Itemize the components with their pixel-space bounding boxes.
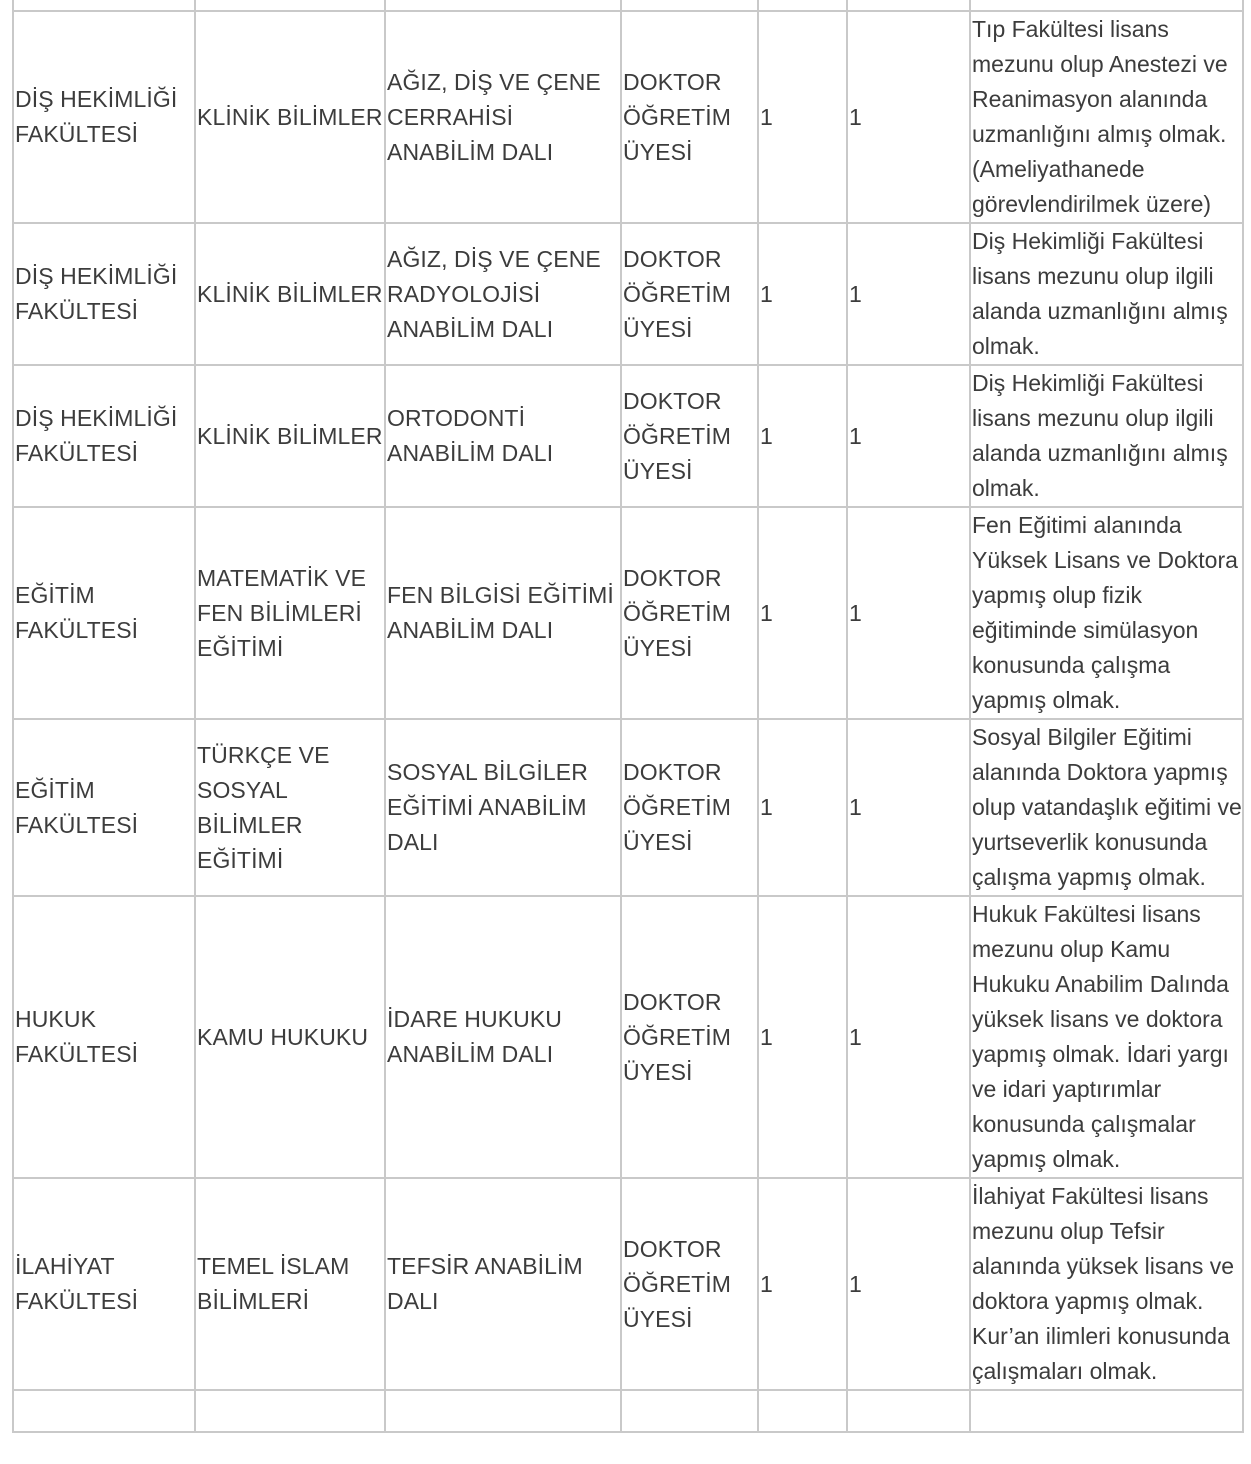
title-cell: DOKTOR ÖĞRETİM ÜYESİ bbox=[621, 1178, 758, 1390]
table-row bbox=[13, 1178, 1243, 1390]
faculty-cell: DİŞ HEKİMLİĞİ FAKÜLTESİ bbox=[13, 365, 195, 507]
title-cell: DOKTOR ÖĞRETİM ÜYESİ bbox=[621, 11, 758, 223]
table-row bbox=[13, 507, 1243, 719]
title-cell: DOKTOR ÖĞRETİM ÜYESİ bbox=[621, 223, 758, 365]
department-cell: SOSYAL BİLGİLER EĞİTİMİ ANABİLİM DALI bbox=[385, 719, 621, 896]
title-cell: DOKTOR ÖĞRETİM ÜYESİ bbox=[621, 365, 758, 507]
title-cell: DOKTOR ÖĞRETİM ÜYESİ bbox=[621, 719, 758, 896]
department-cell: TEFSİR ANABİLİM DALI bbox=[385, 1178, 621, 1390]
requirement-cell: Hukuk Fakültesi lisans mezunu olup Kamu Hukuku Anabilim Dalında yüksek lisans ve doktora yapmış olmak. İdari yargı ve idari yaptırımlar konusunda çalışmalar yapmış olmak. bbox=[970, 896, 1243, 1178]
title-cell: DOKTOR ÖĞRETİM ÜYESİ bbox=[621, 507, 758, 719]
count-cell: 1 bbox=[847, 719, 970, 896]
requirement-cell: Diş Hekimliği Fakültesi lisans mezunu olup ilgili alanda uzmanlığını almış olmak. bbox=[970, 223, 1243, 365]
table-row-partial-bottom bbox=[13, 1390, 1243, 1432]
division-cell: TEMEL İSLAM BİLİMLERİ bbox=[195, 1178, 385, 1390]
count-cell: 1 bbox=[847, 1178, 970, 1390]
degree-cell: 1 bbox=[758, 896, 847, 1178]
count-cell: 1 bbox=[847, 507, 970, 719]
table-row-partial-top bbox=[13, 0, 1243, 11]
degree-cell: 1 bbox=[758, 507, 847, 719]
department-cell: AĞIZ, DİŞ VE ÇENE CERRAHİSİ ANABİLİM DALI bbox=[385, 11, 621, 223]
division-cell: KLİNİK BİLİMLER bbox=[195, 365, 385, 507]
division-cell: KLİNİK BİLİMLER bbox=[195, 11, 385, 223]
table-row bbox=[13, 365, 1243, 507]
table-row bbox=[13, 896, 1243, 1178]
faculty-cell: DİŞ HEKİMLİĞİ FAKÜLTESİ bbox=[13, 223, 195, 365]
degree-cell: 1 bbox=[758, 223, 847, 365]
division-cell: KAMU HUKUKU bbox=[195, 896, 385, 1178]
division-cell: TÜRKÇE VE SOSYAL BİLİMLER EĞİTİMİ bbox=[195, 719, 385, 896]
requirement-cell: Fen Eğitimi alanında Yüksek Lisans ve Doktora yapmış olup fizik eğitiminde simülasyon konusunda çalışma yapmış olmak. bbox=[970, 507, 1243, 719]
requirement-cell: Diş Hekimliği Fakültesi lisans mezunu olup ilgili alanda uzmanlığını almış olmak. bbox=[970, 365, 1243, 507]
count-cell: 1 bbox=[847, 223, 970, 365]
table-row bbox=[13, 11, 1243, 223]
positions-table bbox=[12, 0, 1244, 1433]
division-cell: KLİNİK BİLİMLER bbox=[195, 223, 385, 365]
requirement-cell: Tıp Fakültesi lisans mezunu olup Anestezi ve Reanimasyon alanında uzmanlığını almış olmak. (Ameliyathanede görevlendirilmek üzere) bbox=[970, 11, 1243, 223]
count-cell: 1 bbox=[847, 365, 970, 507]
requirement-cell: Sosyal Bilgiler Eğitimi alanında Doktora yapmış olup vatandaşlık eğitimi ve yurtseverlik konusunda çalışma yapmış olmak. bbox=[970, 719, 1243, 896]
department-cell: İDARE HUKUKU ANABİLİM DALI bbox=[385, 896, 621, 1178]
count-cell: 1 bbox=[847, 11, 970, 223]
degree-cell: 1 bbox=[758, 365, 847, 507]
title-cell: DOKTOR ÖĞRETİM ÜYESİ bbox=[621, 896, 758, 1178]
degree-cell: 1 bbox=[758, 1178, 847, 1390]
faculty-cell: HUKUK FAKÜLTESİ bbox=[13, 896, 195, 1178]
faculty-cell: EĞİTİM FAKÜLTESİ bbox=[13, 507, 195, 719]
department-cell: FEN BİLGİSİ EĞİTİMİ ANABİLİM DALI bbox=[385, 507, 621, 719]
requirement-cell: İlahiyat Fakültesi lisans mezunu olup Tefsir alanında yüksek lisans ve doktora yapmış olmak. Kur’an ilimleri konusunda çalışmaları olmak. bbox=[970, 1178, 1243, 1390]
faculty-cell: İLAHİYAT FAKÜLTESİ bbox=[13, 1178, 195, 1390]
faculty-cell: EĞİTİM FAKÜLTESİ bbox=[13, 719, 195, 896]
division-cell: MATEMATİK VE FEN BİLİMLERİ EĞİTİMİ bbox=[195, 507, 385, 719]
table-row bbox=[13, 223, 1243, 365]
degree-cell: 1 bbox=[758, 719, 847, 896]
count-cell: 1 bbox=[847, 896, 970, 1178]
degree-cell: 1 bbox=[758, 11, 847, 223]
faculty-cell: DİŞ HEKİMLİĞİ FAKÜLTESİ bbox=[13, 11, 195, 223]
department-cell: AĞIZ, DİŞ VE ÇENE RADYOLOJİSİ ANABİLİM DALI bbox=[385, 223, 621, 365]
department-cell: ORTODONTİ ANABİLİM DALI bbox=[385, 365, 621, 507]
table-row bbox=[13, 719, 1243, 896]
